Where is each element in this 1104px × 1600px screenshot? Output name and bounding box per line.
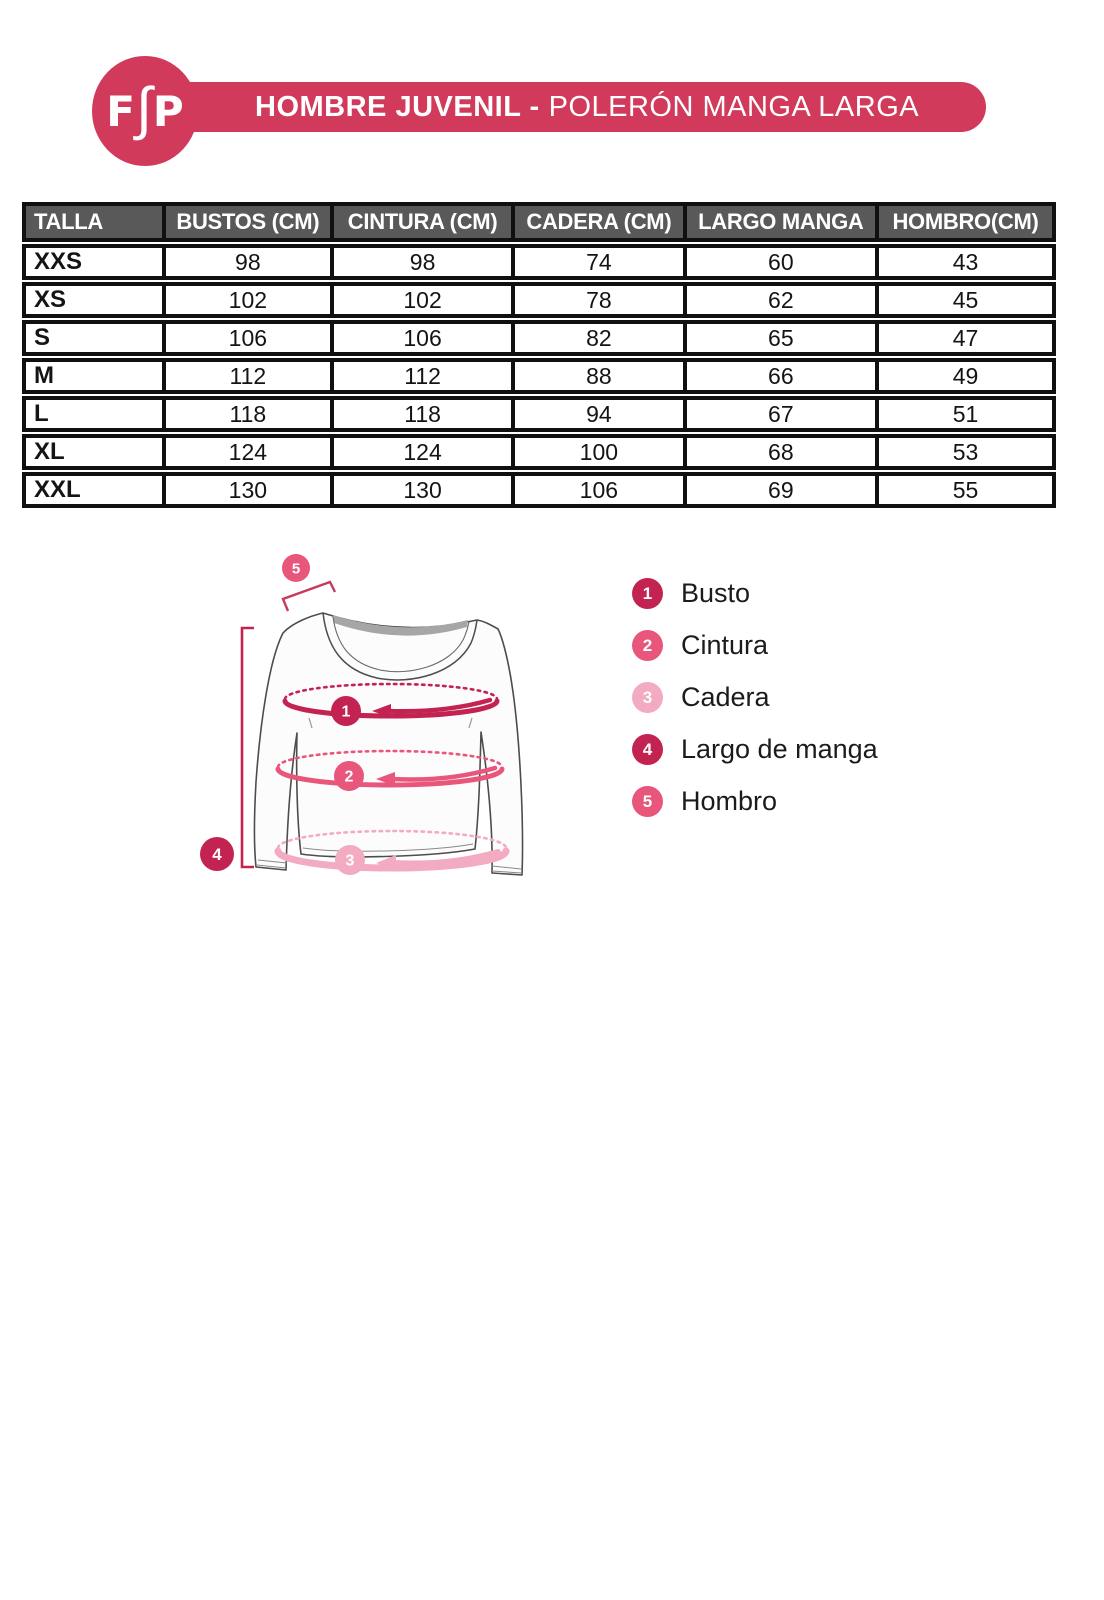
- cell-bustos: 124: [162, 434, 331, 470]
- measurement-diagram: [180, 520, 600, 900]
- cell-bustos: 118: [162, 396, 331, 432]
- cell-hombro: 53: [875, 434, 1056, 470]
- legend-label-hombro: Hombro: [681, 786, 778, 816]
- cell-cintura: 112: [330, 358, 511, 394]
- measurement-legend: [632, 578, 878, 817]
- cell-cadera: 74: [511, 244, 683, 280]
- cell-cadera: 78: [511, 282, 683, 318]
- cell-cintura: 124: [330, 434, 511, 470]
- cell-largo-manga: 66: [683, 358, 875, 394]
- legend-label-cadera: Cadera: [681, 682, 770, 712]
- header-cadera: CADERA (CM): [511, 202, 683, 242]
- legend-item-cintura: [632, 630, 878, 661]
- cell-cadera: 100: [511, 434, 683, 470]
- cell-talla: XXS: [22, 244, 162, 280]
- cell-cintura: 130: [330, 472, 511, 508]
- diagram-badge-3-number: 3: [345, 852, 355, 870]
- logo-letter-f: F: [106, 86, 135, 136]
- table-row: [22, 396, 1056, 432]
- cell-talla: XXL: [22, 472, 162, 508]
- legend-badge-5: 5: [632, 786, 663, 817]
- logo-silhouette-glyph: ∫: [136, 74, 152, 142]
- cell-talla: S: [22, 320, 162, 356]
- cell-bustos: 106: [162, 320, 331, 356]
- cell-cadera: 106: [511, 472, 683, 508]
- cell-hombro: 45: [875, 282, 1056, 318]
- brand-logo: [92, 56, 198, 166]
- cell-talla: L: [22, 396, 162, 432]
- header-hombro: HOMBRO(CM): [875, 202, 1056, 242]
- shirt-diagram-svg: [180, 520, 600, 900]
- diagram-badge-5-number: 5: [291, 560, 301, 578]
- cell-largo-manga: 65: [683, 320, 875, 356]
- shoulder-bracket: [282, 554, 335, 611]
- table-row: [22, 320, 1056, 356]
- page-title-category: HOMBRE JUVENIL -: [255, 90, 540, 123]
- shirt-outline: [255, 613, 523, 875]
- size-table-header: [22, 202, 1056, 242]
- cell-bustos: 102: [162, 282, 331, 318]
- legend-badge-4: 4: [632, 734, 663, 765]
- page-title-product: POLERÓN MANGA LARGA: [548, 90, 920, 123]
- legend-badge-1: 1: [632, 578, 663, 609]
- legend-item-hombro: [632, 786, 878, 817]
- sleeve-length-bracket: [200, 628, 254, 871]
- diagram-badge-4-number: 4: [212, 844, 222, 864]
- header-largo-manga: LARGO MANGA: [683, 202, 875, 242]
- header-row: [22, 202, 1056, 242]
- table-row: [22, 244, 1056, 280]
- legend-item-largo-de-manga: [632, 734, 878, 765]
- table-row: [22, 358, 1056, 394]
- cell-cadera: 88: [511, 358, 683, 394]
- cell-cintura: 102: [330, 282, 511, 318]
- cell-cintura: 106: [330, 320, 511, 356]
- header-bustos: BUSTOS (CM): [162, 202, 331, 242]
- table-row: [22, 282, 1056, 318]
- cell-largo-manga: 69: [683, 472, 875, 508]
- cell-bustos: 98: [162, 244, 331, 280]
- size-table-body: [22, 244, 1056, 508]
- legend-label-largo-de-manga: Largo de manga: [681, 734, 878, 764]
- legend-item-cadera: [632, 682, 878, 713]
- header-bar: [146, 82, 986, 132]
- cell-cintura: 98: [330, 244, 511, 280]
- legend-item-busto: [632, 578, 878, 609]
- cell-hombro: 43: [875, 244, 1056, 280]
- cell-bustos: 130: [162, 472, 331, 508]
- diagram-badge-1-number: 1: [341, 703, 351, 721]
- header-cintura: CINTURA (CM): [330, 202, 511, 242]
- cell-hombro: 55: [875, 472, 1056, 508]
- cell-talla: XL: [22, 434, 162, 470]
- table-row: [22, 472, 1056, 508]
- cell-largo-manga: 62: [683, 282, 875, 318]
- table-row: [22, 434, 1056, 470]
- cell-hombro: 49: [875, 358, 1056, 394]
- cell-talla: M: [22, 358, 162, 394]
- cell-hombro: 47: [875, 320, 1056, 356]
- diagram-badge-2-number: 2: [344, 768, 354, 786]
- cell-bustos: 112: [162, 358, 331, 394]
- cell-largo-manga: 60: [683, 244, 875, 280]
- legend-label-cintura: Cintura: [681, 630, 769, 660]
- legend-badge-3: 3: [632, 682, 663, 713]
- cell-cintura: 118: [330, 396, 511, 432]
- cell-cadera: 94: [511, 396, 683, 432]
- cell-largo-manga: 67: [683, 396, 875, 432]
- size-table: [22, 200, 1056, 510]
- legend-badge-2: 2: [632, 630, 663, 661]
- cell-cadera: 82: [511, 320, 683, 356]
- cell-talla: XS: [22, 282, 162, 318]
- header-talla: TALLA: [22, 202, 162, 242]
- cell-hombro: 51: [875, 396, 1056, 432]
- cell-largo-manga: 68: [683, 434, 875, 470]
- logo-letter-p: P: [152, 86, 184, 136]
- legend-label-busto: Busto: [681, 578, 751, 608]
